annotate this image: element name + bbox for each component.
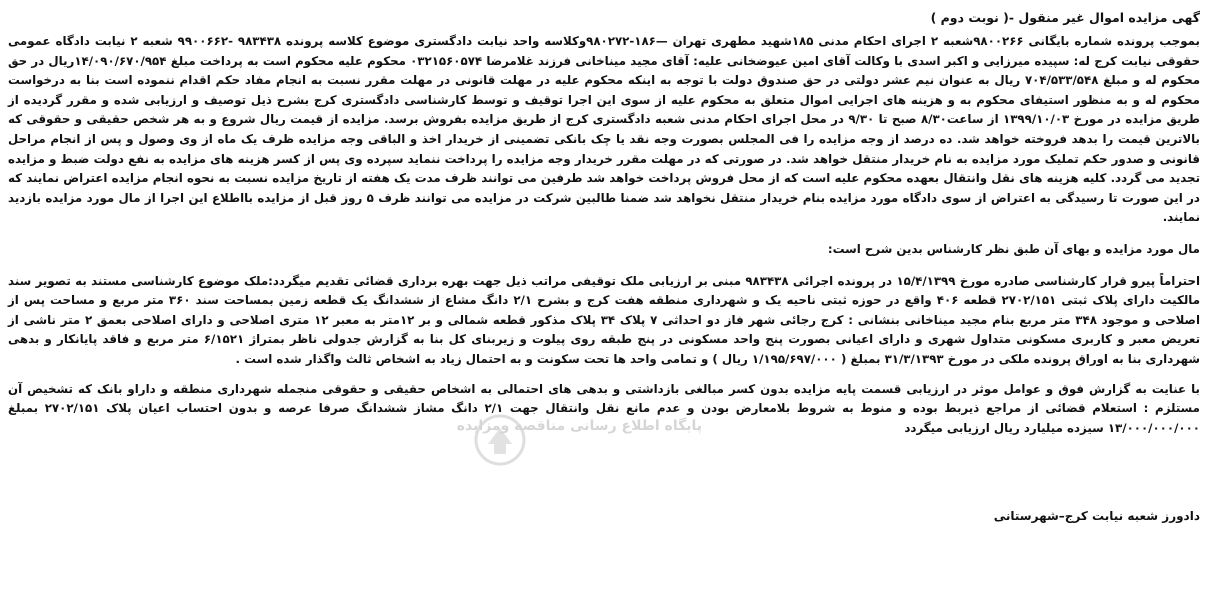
notice-paragraph-valuation: با عنایت به گزارش فوق و عوامل موثر در ارزیابی قسمت پایه مزایده بدون کسر مبالغی بازداشتی و بدهی های احتمالی به اشخاص حقیقی و حقوقی منجمله شهرداری منطقه و داراو بانک که تشخیص آن مستلزم : استعلام قضائی از مراجع ذیربط بوده و منوط به شروط بلامعارض بودن و عدم مانع نقل وانتقال جهت ۲/۱ دانگ مشاز ششدانگ صرفا عرصه و بدون احتساب اعیان پلاک ۲۷۰۲/۱۵۱ بمبلغ ۱۳/۰۰۰/۰۰۰/۰۰۰ سیزده میلیارد ریال ارزیابی میگردد xyxy=(8,381,1200,435)
spacer xyxy=(8,260,1200,272)
signature-line: دادورز شعبه نیابت کرج–شهرستانی xyxy=(993,509,1200,524)
spacer xyxy=(8,228,1200,240)
notice-title: گهی مزایده اموال غیر منقول -( نوبت دوم ) xyxy=(930,10,1200,25)
spacer xyxy=(8,370,1200,380)
watermark-text: پایگاه اطلاع رسانی مناقصه ومزایده xyxy=(456,418,702,434)
notice-paragraph-expert-report: احتراماً پیرو قرار کارشناسی صادره مورخ ۱۵/۴/۱۳۹۹ در پرونده اجرائی ۹۸۳۴۳۸ مبنی بر ارزیابی ملک توقیفی مراتب ذیل جهت بهره برداری قضائی تقدیم میگردد:ملک موضوع کارشناسی مستند به تصویر سند مالکیت دارای پلاک ثبتی ۲۷۰۲/۱۵۱ قطعه ۴۰۶ واقع در حوزه ثبتی ناحیه یک و شهرداری منطقه هفت کرج و بشرح ۲/۱ دانگ مشاع از ششدانگ یک قطعه زمین بمساحت سند ۳۶۰ متر مربع و مساحت پس از اصلاحی و موجود ۳۴۸ متر مربع بنام مجید میناخانی بنشانی : کرج رجائی شهر فاز دو احداثی ۷ پلاک ۳۴ پلاک مذکور قطعه شمالی و بر ۱۲متر به معبر ۱۲ متری اصلاحی و دارای اصلاحی بعمق ۲ متر ناشی از تعریض معبر و کاربری مسکونی متداول شهری و دارای اعیانی بصورت پنج واحد مسکونی در پنج طبقه روی پیلوت و زیربنای کل بنا به گزارش جدولی ناظر بمتراژ ۶/۱۵۲۱ متر مربع و فاقد پایانکار و بدهی شهرداری بنا به اوراق پرونده ملکی در مورخ ۳۱/۳/۱۳۹۳ بمبلغ ( ۱/۱۹۵/۶۹۷/۰۰۰ ریال ) و تمامی واحد ها تحت سکونت و به احتمال زیاد به اشخاص ثالث واگذار شده است . xyxy=(8,273,1201,366)
spacer xyxy=(8,438,1200,506)
notice-paragraph-property-heading: مال مورد مزایده و بهای آن طبق نظر کارشناس بدین شرح است: xyxy=(827,241,1200,256)
notice-paragraph-main: بموجب پرونده شماره بایگانی ۹۸۰۰۲۶۶شعبه ۲ اجرای احکام مدنی ۱۸۵شهید مطهری تهران —۱۸۶-۹۸۰۲۷۲وکلاسه واحد نیابت دادگستری موضوع کلاسه پرونده ۹۸۳۴۳۸ -۹۹۰۰۶۶۲ شعبه ۲ نیابت دادگاه عمومی حقوقی نیابت کرج له: سپیده میرزایی و اکبر اسدی با وکالت آقای امین عیوضخانی علیه: آقای مجید میناخانی فرزند غلامرضا ۰۳۲۱۵۶۰۵۷۴ محکوم علیه محکوم است به پرداخت مبلغ ۱۴/۰۹۰/۶۷۰/۹۵۴ریال در حق محکوم له و مبلغ ۷۰۴/۵۳۳/۵۴۸ ریال به عنوان نیم عشر دولتی در حق صندوق دولت با توجه به اینکه محکوم علیه در مهلت قانونی در مهلت مقرر نسبت به انجام مفاد حکم اقدام ننموده است بنا به درخواست محکوم له و به منظور استیفای محکوم به و هزینه های اجرایی اموال متعلق به محکوم علیه از سوی این اجرا توقیف و توسط کارشناسی دادگستری کرج بشرح ذیل توصیف و ارزیابی شده و مقرر گردیده از طریق مزایده در مورخ ۱۳۹۹/۱۰/۰۳ از ساعت۸/۳۰ صبح تا ۹/۳۰ در محل اجرای احکام مدنی شعبه دادگستری کرج از طریق مزایده بفروش برسد. مزایده از قیمت ریال شروع و به هر شخص حقیقی و حقوقی که بالاترین قیمت را بدهد فروخته خواهد شد. ده درصد از وجه مزایده را فی المجلس بصورت وجه نقد یا چک بانکی تضمینی از خریدار اخذ و الباقی وجه مزایده ظرف یک ماه از وی وصول و پس از انجام مراحل قانونی و صدور حکم تملیک مورد مزایده به نام خریدار منتقل خواهد شد. در صورتی که در مهلت مقرر خریدار وجه مزایده را پرداخت ننماید سپرده وی پس از کسر هزینه های مزایده به نفع دولت ضبط و مزایده تجدید می گردد. کلیه هزینه های نقل وانتقال بعهده محکوم علیه است که از محل فروش پرداخت خواهد شد طرفین می توانند ظرف مدت یک هفته از تاریخ مزایده نسبت به نحوه انجام مزایده اعتراض نمایند که در این صورت تا رسیدگی به اعتراض از سوی دادگاه مورد مزایده بنام خریدار منتقل نخواهد شد ضمنا طالبین شرکت در مزایده می توانند ظرف ۵ روز قبل از مزایده بااطلاع این اجرا از مال مورد مزایده بازدید نمایند. xyxy=(8,34,1201,225)
